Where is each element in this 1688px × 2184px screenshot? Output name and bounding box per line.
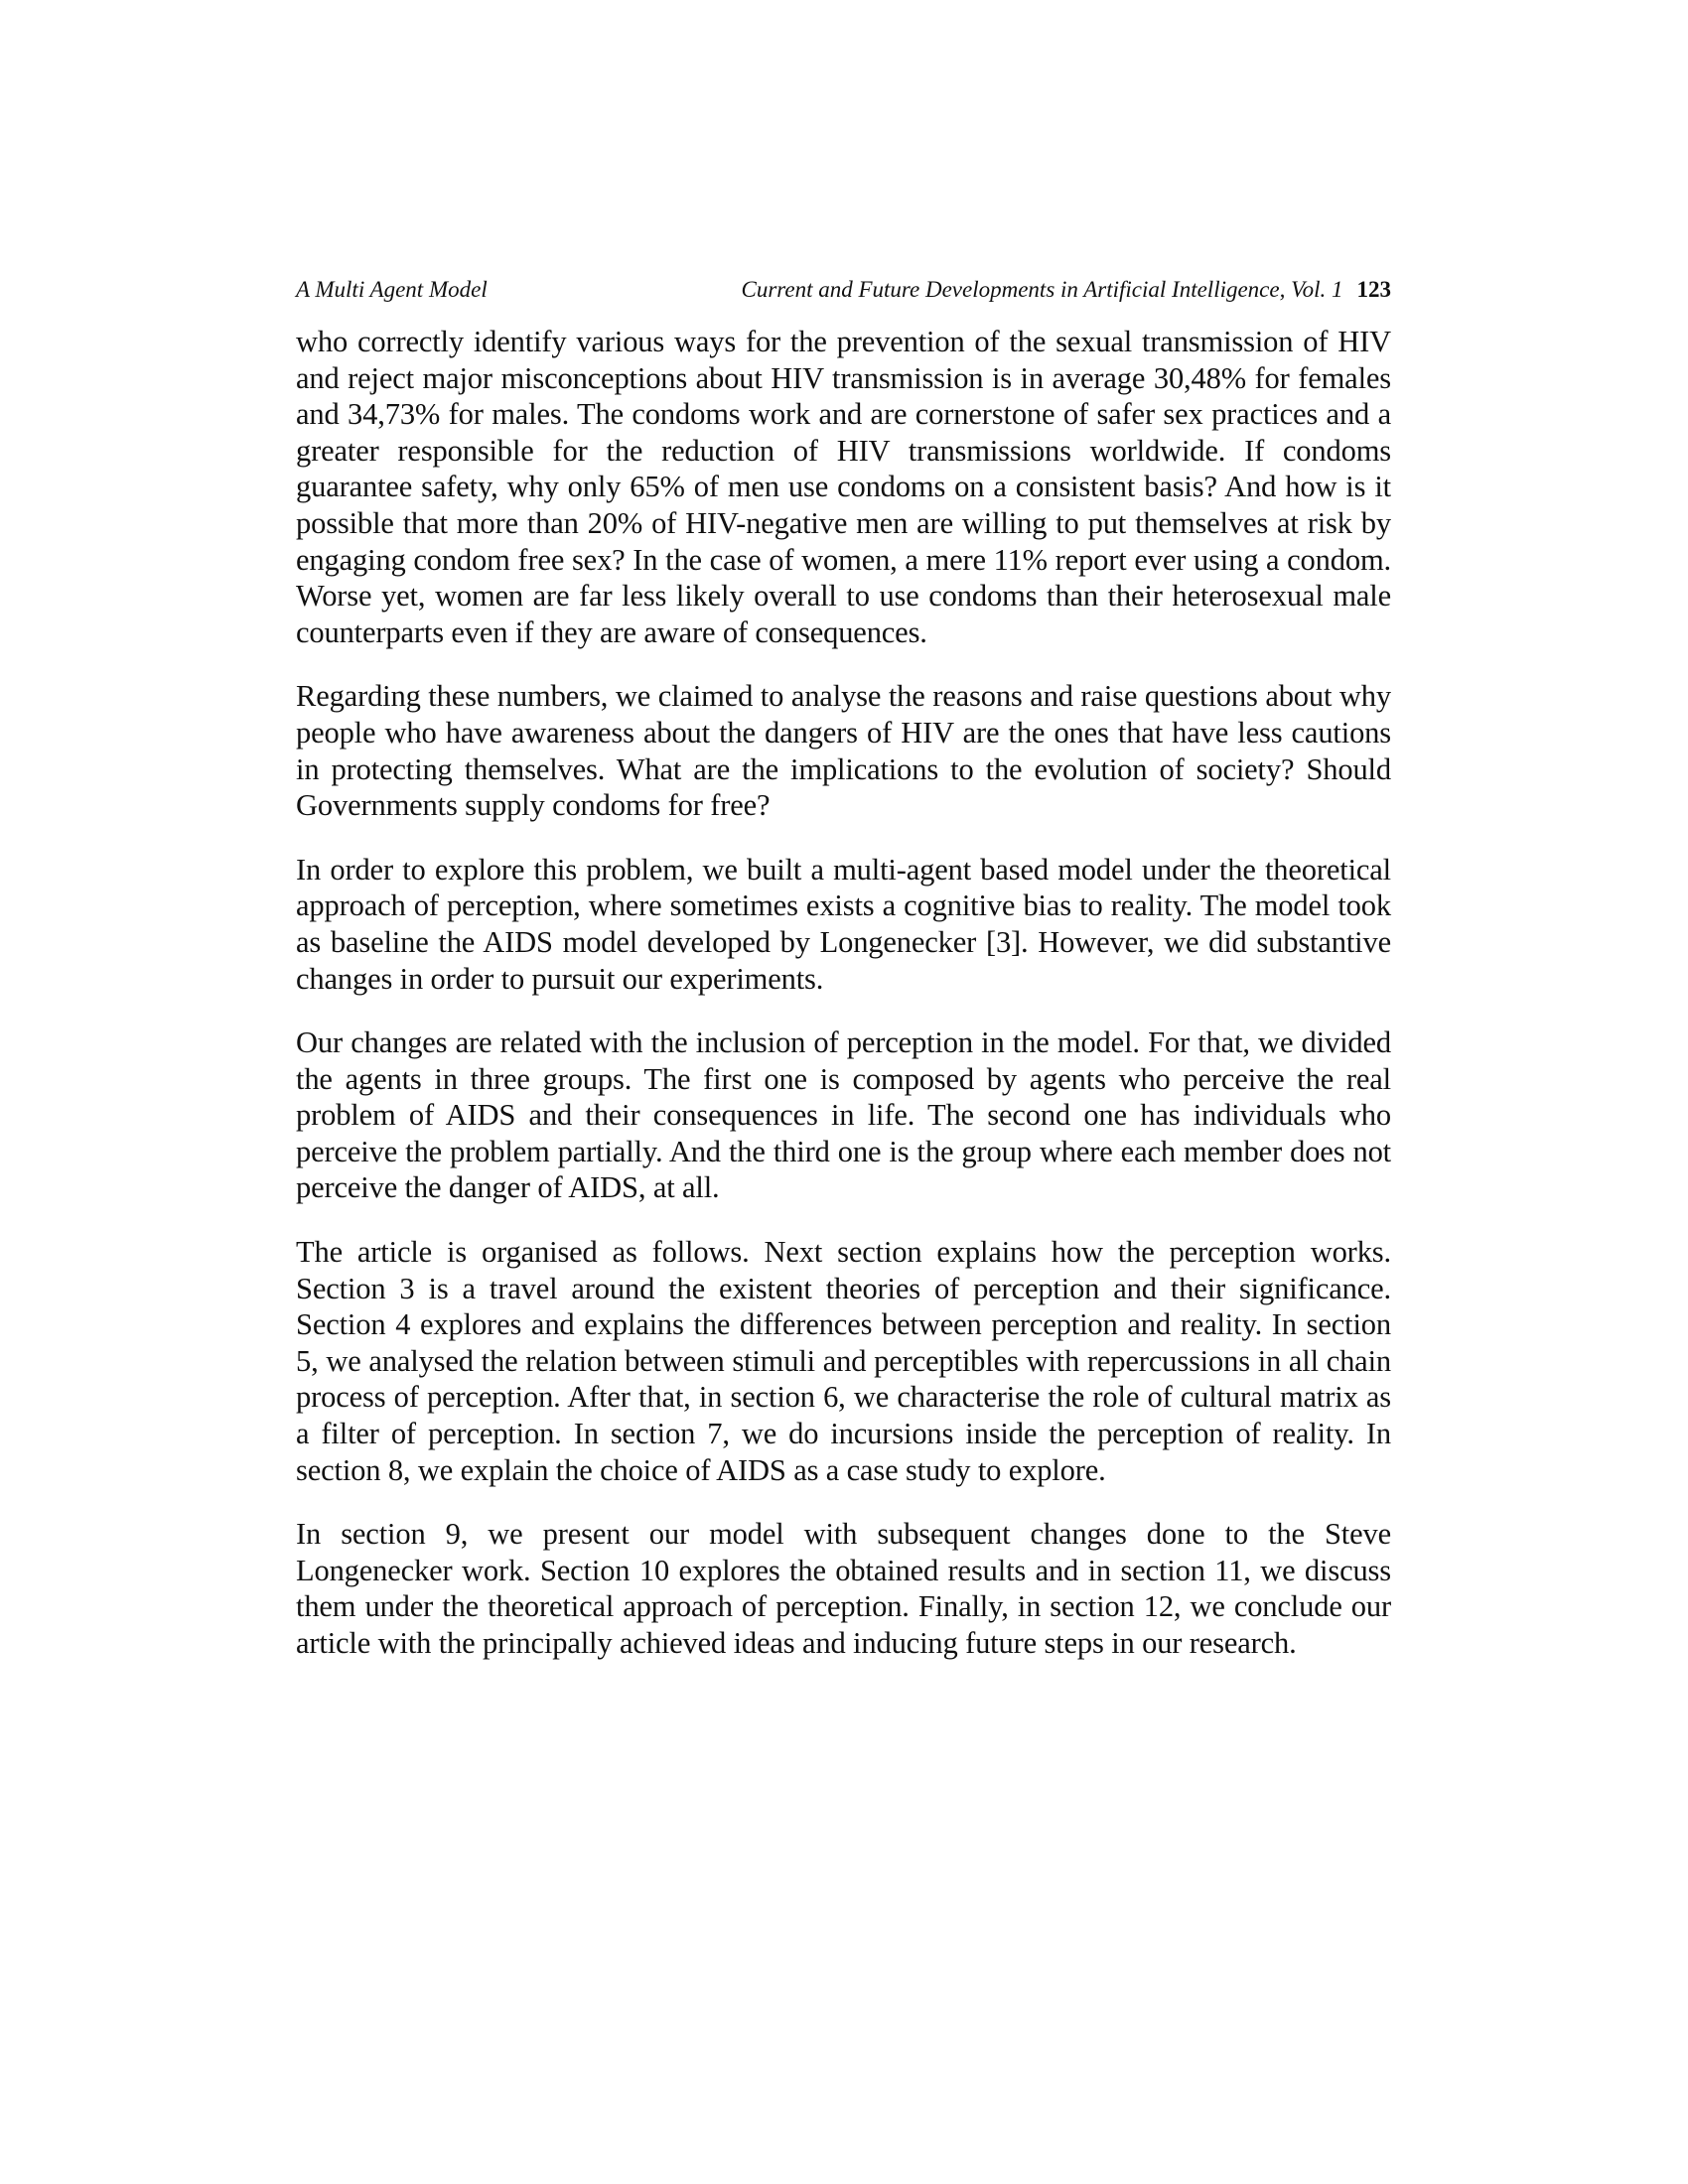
journal-title: Current and Future Developments in Artificial Intelligence, Vol. 1	[741, 277, 1343, 302]
page-number: 123	[1356, 277, 1391, 302]
body-text	[296, 324, 1391, 1690]
page-header	[296, 273, 1391, 307]
paragraph-agent-groups: Our changes are related with the inclusion of perception in the model. For that, we divided the agents in three groups. The first one is composed by agents who perceive the real problem of AIDS and their consequences in life. The second one has individuals who perceive the problem partially. And the third one is the group where each member does not perceive the danger of AIDS, at all.	[296, 1025, 1391, 1205]
paragraph-later-sections: In section 9, we present our model with subsequent changes done to the Steve Longenecker work. Section 10 explores the obtained results and in section 11, we discuss them under the theoretical approach of perception. Finally, in section 12, we conclude our article with the principally achieved ideas and inducing future steps in our research.	[296, 1517, 1391, 1660]
paragraph-model-approach: In order to explore this problem, we built a multi-agent based model under the theoretical approach of perception, where sometimes exists a cognitive bias to reality. The model took as baseline the AIDS model developed by Longenecker [3]. However, we did substantive changes in order to pursuit our experiments.	[296, 852, 1391, 996]
paragraph-article-organisation: The article is organised as follows. Next section explains how the perception works. Section 3 is a travel around the existent theories of perception and their significance. Section 4 explores and explains the differences between perception and reality. In section 5, we analysed the relation between stimuli and perceptibles with repercussions in all chain process of perception. After that, in section 6, we characterise the role of cultural matrix as a filter of perception. In section 7, we do incursions inside the perception of reality. In section 8, we explain the choice of AIDS as a case study to explore.	[296, 1235, 1391, 1487]
journal-header	[742, 273, 1392, 307]
paragraph-hiv-statistics: who correctly identify various ways for the prevention of the sexual transmission of HIV and reject major misconceptions about HIV transmission is in average 30,48% for females and 34,73% for males. The condoms work and are cornerstone of safer sex practices and a greater responsible for the reduction of HIV transmissions worldwide. If condoms guarantee safety, why only 65% of men use condoms on a consistent basis? And how is it possible that more than 20% of HIV-negative men are willing to put themselves at risk by engaging condom free sex? In the case of women, a mere 11% report ever using a condom. Worse yet, women are far less likely overall to use condoms than their heterosexual male counterparts even if they are aware of consequences.	[296, 325, 1391, 649]
paragraph-research-questions: Regarding these numbers, we claimed to analyse the reasons and raise questions about why people who have awareness about the dangers of HIV are the ones that have less cautions in protecting themselves. What are the implications to the evolution of society? Should Governments supply condoms for free?	[296, 679, 1391, 823]
running-title: A Multi Agent Model	[296, 277, 488, 302]
